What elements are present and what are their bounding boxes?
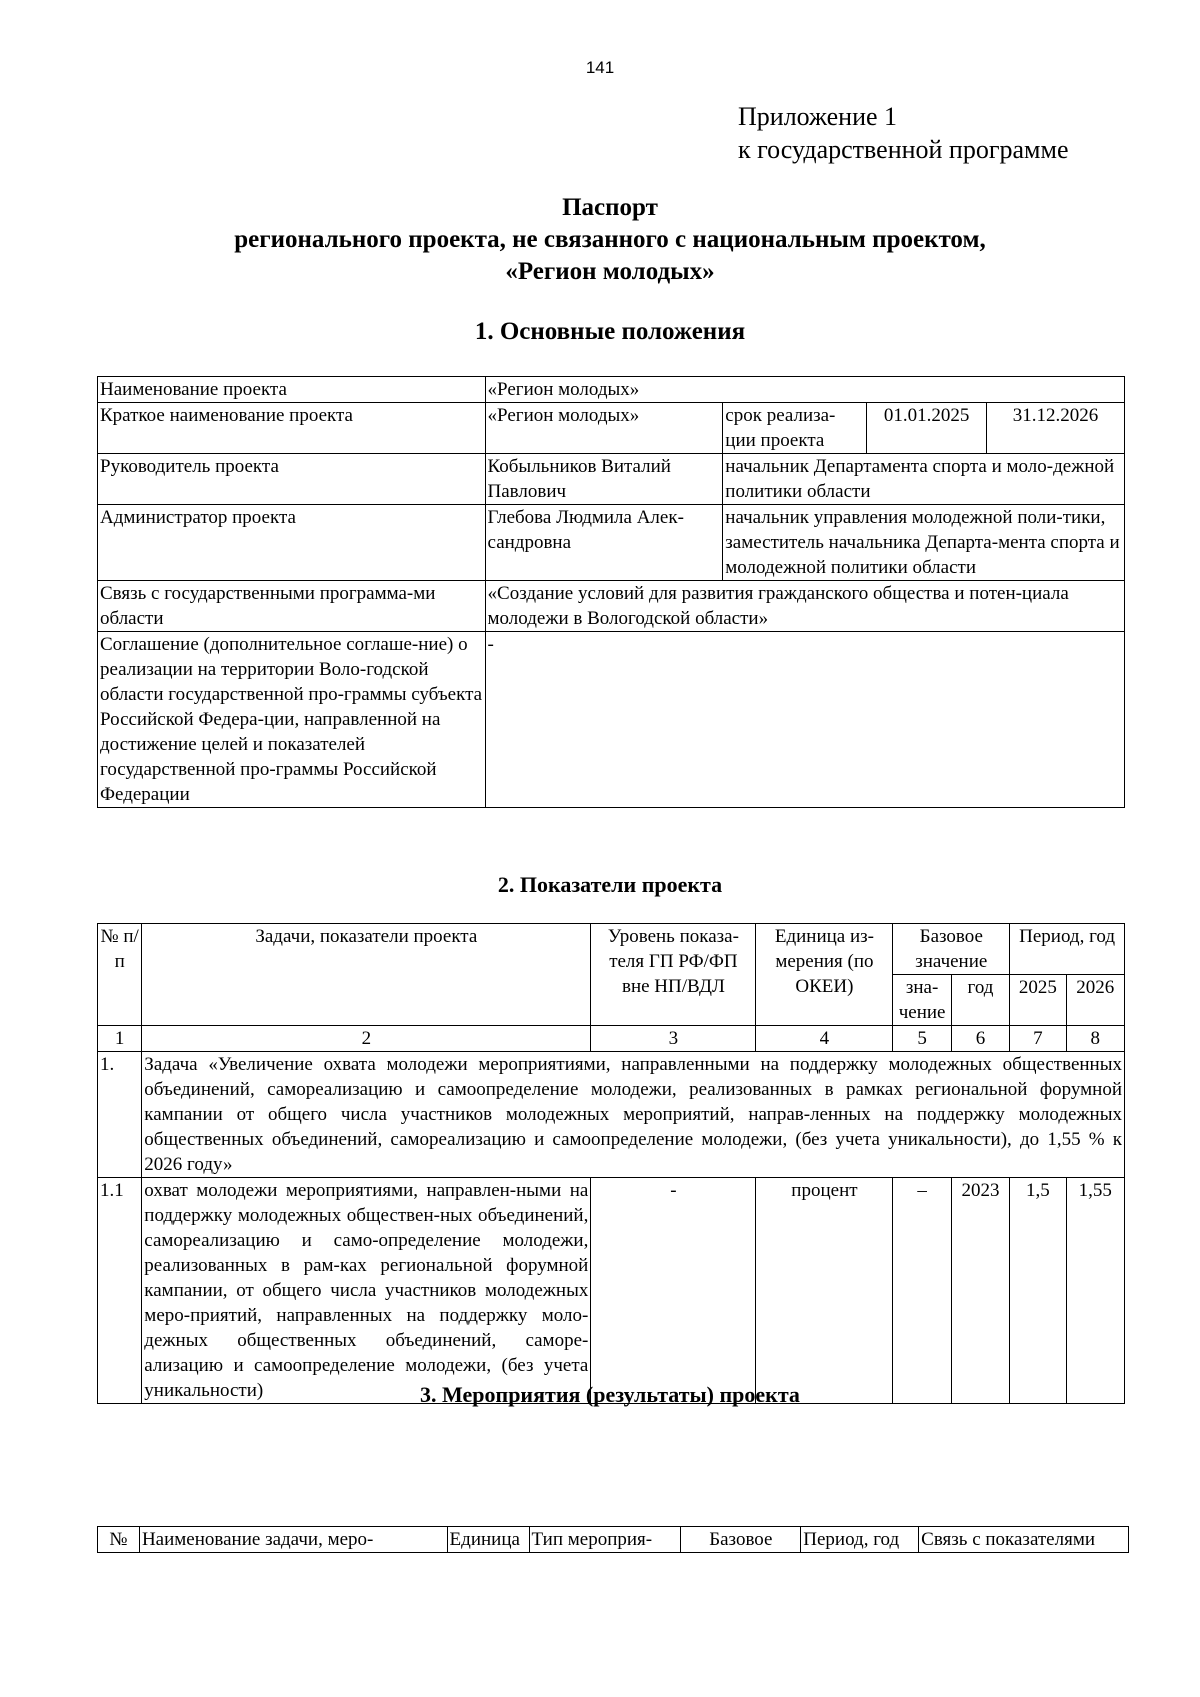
col-level-header: Уровень показа-теля ГП РФ/ФП вне НП/ВДЛ <box>591 924 756 1026</box>
section-3-heading: 3. Мероприятия (результаты) проекта <box>420 1382 800 1407</box>
section-2-heading: 2. Показатели проекта <box>497 872 723 897</box>
appendix-line-2: к государственной программе <box>738 135 1069 164</box>
section-1-heading: 1. Основные положения <box>474 318 746 345</box>
link-value: «Создание условий для развития гражданского общества и потен-циала молодежи в Вологодской области» <box>485 581 1124 632</box>
agreement-value: - <box>485 632 1124 808</box>
col-2025-header: 2025 <box>1010 975 1066 1026</box>
col-base-year-header: год <box>951 975 1009 1026</box>
col-header: Наименование задачи, меро- <box>139 1527 447 1553</box>
period-label: срок реализа-ции проекта <box>723 403 867 454</box>
link-label: Связь с государственными программа-ми области <box>98 581 486 632</box>
agreement-label: Соглашение (дополнительное соглаше-ние) о реализации на территории Воло-годской области государственной про-граммы субъекта Российской Федера-ции, направленной на достижение целей и показателей государственной про-граммы Российской Федерации <box>98 632 486 808</box>
start-date: 01.01.2025 <box>867 403 987 454</box>
page-number: 141 <box>585 58 615 77</box>
col-base-value-header: зна-чение <box>893 975 951 1026</box>
admin-label: Администратор проекта <box>98 505 486 581</box>
column-number: 3 <box>591 1026 756 1052</box>
column-number: 6 <box>951 1026 1009 1052</box>
title-line-1: Паспорт <box>562 194 658 221</box>
col-period-header: Период, год <box>1010 924 1125 975</box>
indicator-base-value: – <box>893 1178 951 1404</box>
task-row <box>98 1052 1125 1178</box>
column-number: 4 <box>756 1026 893 1052</box>
indicator-level: - <box>591 1178 756 1404</box>
table-row <box>98 454 1125 505</box>
column-number: 2 <box>142 1026 591 1052</box>
task-number: 1. <box>98 1052 142 1178</box>
col-unit-header: Единица из-мерения (по ОКЕИ) <box>756 924 893 1026</box>
short-name-label: Краткое наименование проекта <box>98 403 486 454</box>
col-header: Тип мероприя- <box>529 1527 681 1553</box>
indicator-2026: 1,55 <box>1066 1178 1124 1404</box>
col-header: Единица <box>447 1527 529 1553</box>
appendix-note <box>738 100 1069 166</box>
table-row <box>98 403 1125 454</box>
column-number-row <box>98 1026 1125 1052</box>
indicator-number: 1.1 <box>98 1178 142 1404</box>
activities-table <box>97 1526 1129 1553</box>
indicator-base-year: 2023 <box>951 1178 1009 1404</box>
head-position: начальник Департамента спорта и моло-дежной политики области <box>723 454 1125 505</box>
table-header-row <box>98 1527 1129 1553</box>
title-line-2: регионального проекта, не связанного с национальным проектом, <box>234 226 986 253</box>
indicators-table <box>97 923 1125 1404</box>
table-row <box>98 581 1125 632</box>
col-base-header: Базовое значение <box>893 924 1010 975</box>
admin-position: начальник управления молодежной поли-тики, заместитель начальника Департа-мента спорта и молодежной политики области <box>723 505 1125 581</box>
indicator-row <box>98 1178 1125 1404</box>
task-text: Задача «Увеличение охвата молодежи мероприятиями, направленными на поддержку молодежных общественных объединений, самореализацию и самоопределение молодежи, реализованных в рамках региональной форумной кампании от общего числа участников молодежных мероприятий, направ-ленных на поддержку молодежных общественных объединений, самореализацию и самоопределение молодежи, (без учета уникальности), до 1,55 % к 2026 году» <box>142 1052 1125 1178</box>
col-tasks-header: Задачи, показатели проекта <box>142 924 591 1026</box>
col-2026-header: 2026 <box>1066 975 1124 1026</box>
admin-name: Глебова Людмила Алек-сандровна <box>485 505 723 581</box>
table-header-row <box>98 924 1125 975</box>
document-title <box>0 192 1200 288</box>
column-number: 7 <box>1010 1026 1066 1052</box>
indicator-unit: процент <box>756 1178 893 1404</box>
title-line-3: «Регион молодых» <box>505 258 715 285</box>
col-header: Связь с показателями <box>919 1527 1129 1553</box>
table-row <box>98 632 1125 808</box>
head-name: Кобыльников Виталий Павлович <box>485 454 723 505</box>
column-number: 8 <box>1066 1026 1124 1052</box>
indicator-name: охват молодежи мероприятиями, направлен-ными на поддержку молодежных обществен-ных объединений, самореализацию и само-определение молодежи, реализованных в рам-ках региональной форумной кампании, от общего числа участников молодежных меро-приятий, направленных на поддержку моло-дежных общественных объединений, саморе-ализацию и самоопределение молодежи, (без учета уникальности) <box>142 1178 591 1404</box>
col-header: Базовое <box>681 1527 801 1553</box>
table-row <box>98 377 1125 403</box>
column-number: 5 <box>893 1026 951 1052</box>
name-value: «Регион молодых» <box>485 377 1124 403</box>
col-num-header: № п/п <box>98 924 142 1026</box>
col-header: Период, год <box>801 1527 919 1553</box>
head-label: Руководитель проекта <box>98 454 486 505</box>
name-label: Наименование проекта <box>98 377 486 403</box>
column-number: 1 <box>98 1026 142 1052</box>
col-header: № <box>98 1527 140 1553</box>
appendix-line-1: Приложение 1 <box>738 102 898 131</box>
main-provisions-table <box>97 376 1125 808</box>
indicator-2025: 1,5 <box>1010 1178 1066 1404</box>
table-row <box>98 505 1125 581</box>
end-date: 31.12.2026 <box>987 403 1125 454</box>
short-name-value: «Регион молодых» <box>485 403 723 454</box>
